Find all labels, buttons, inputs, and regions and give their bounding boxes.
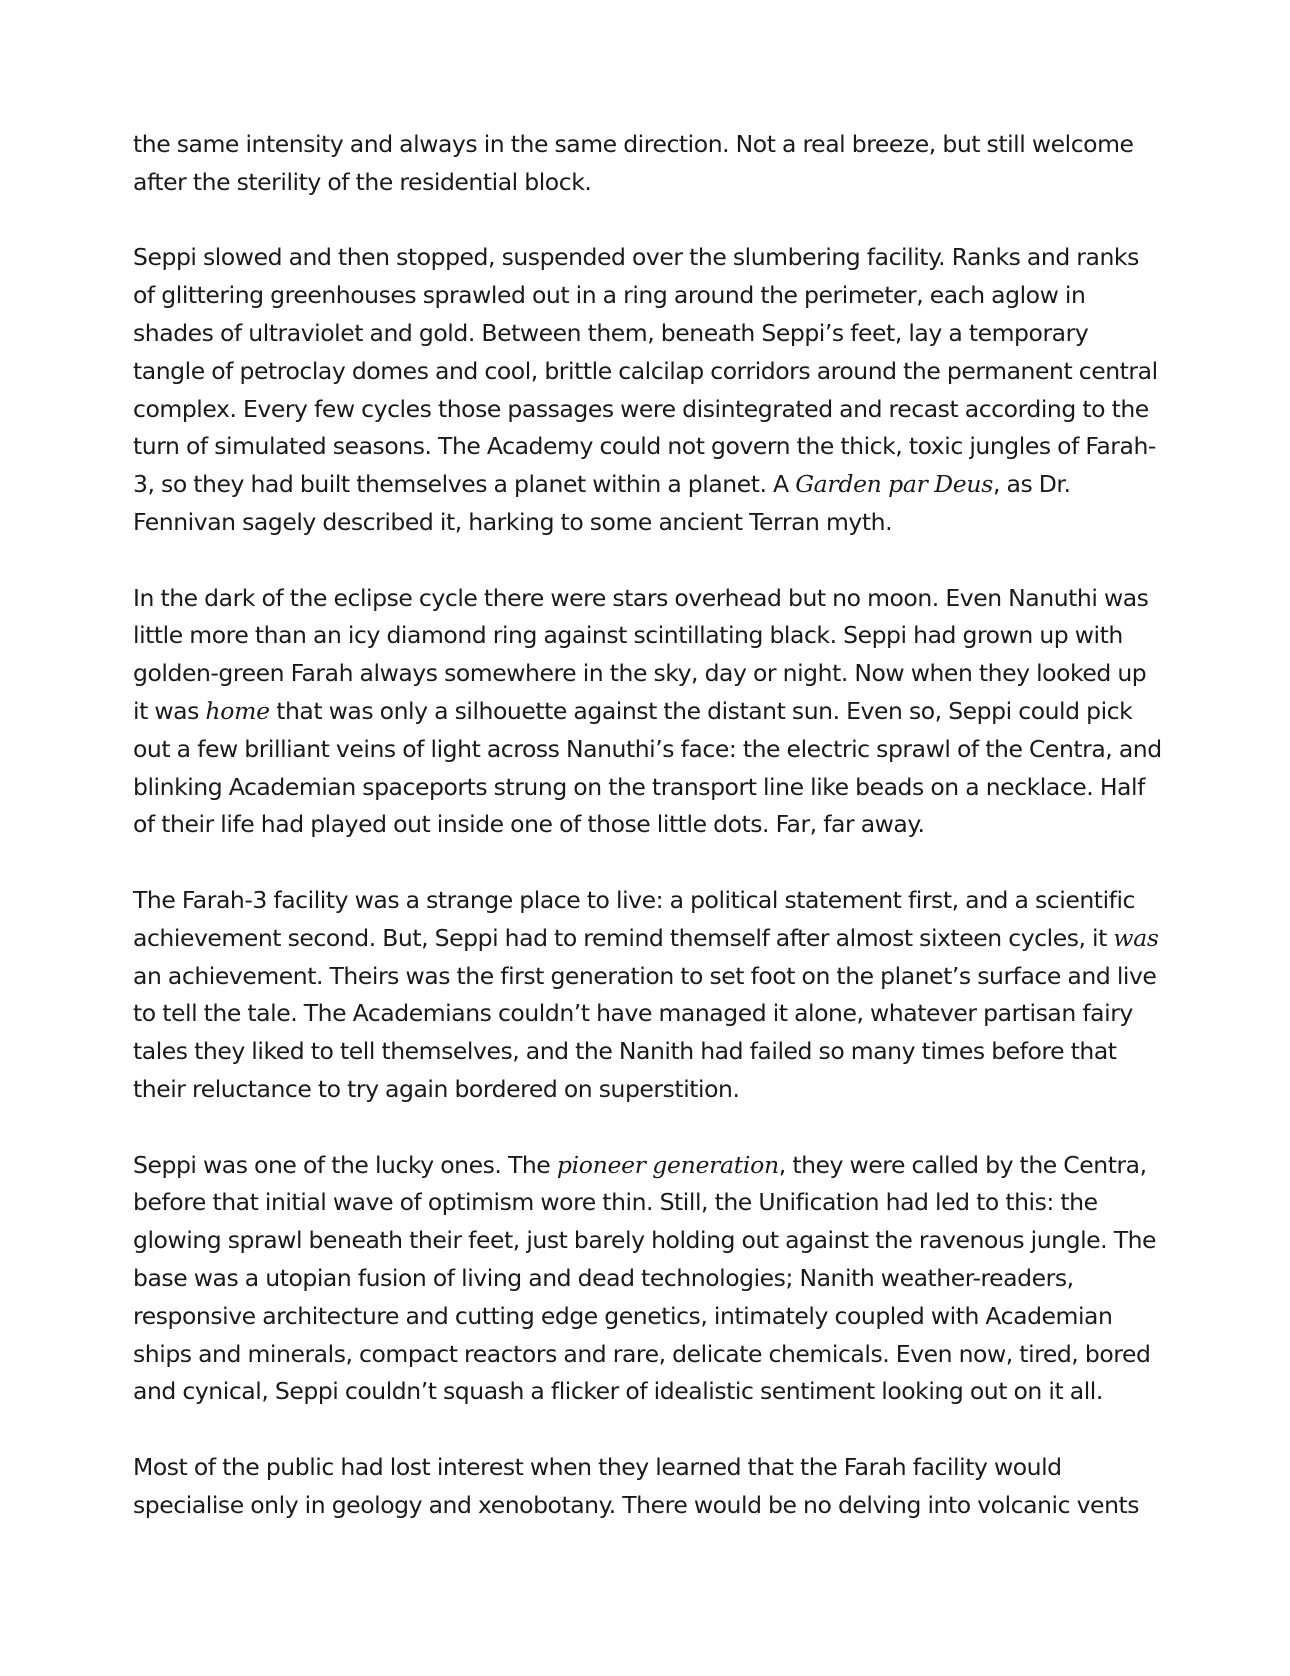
document-page — [133, 126, 1163, 1562]
paragraph-text: In the dark of the eclipse cycle there were stars overhead but no moon. Even Nanuthi was little more than an icy diamond ring against scintillating black. Seppi had grown up with golden-green Farah always somewhere in the sky, day or night. Now when they looked up it was — [133, 583, 1149, 725]
italic-text: was — [1113, 923, 1159, 952]
paragraph — [133, 882, 1163, 1109]
paragraph-text: an achievement. Theirs was the first generation to set foot on the planet’s surface and live to tell the tale. The Academians couldn’t have managed it alone, whatever partisan fairy tales they liked to tell themselves, and the Nanith had failed so many times before that their reluctance to try again bordered on superstition. — [133, 961, 1157, 1103]
paragraph-text: , they were called by the Centra, before that initial wave of optimism wore thin. Still, the Unification had led to this: the glowing sprawl beneath their feet, just barely holding out against the ravenous jungle. The base was a utopian fusion of living and dead technologies; Nanith weather-readers, responsive architecture and cutting edge genetics, intimately coupled with Academian ships and minerals, compact reactors and rare, delicate chemicals. Even now, tired, bored and cynical, Seppi couldn’t squash a flicker of idealistic sentiment looking out on it all. — [133, 1150, 1157, 1406]
paragraph — [133, 239, 1163, 541]
paragraph-text: Seppi was one of the lucky ones. The — [133, 1150, 557, 1179]
paragraph — [133, 1147, 1163, 1412]
italic-text: Garden par Deus — [795, 470, 993, 499]
paragraph-text: Most of the public had lost interest when they learned that the Farah facility would specialise only in geology and xenobotany. There would be no delving into volcanic vents — [133, 1452, 1140, 1519]
paragraph — [133, 580, 1163, 845]
paragraph — [133, 1449, 1163, 1525]
italic-text: pioneer generation — [556, 1150, 779, 1179]
paragraph-text: Seppi slowed and then stopped, suspended over the slumbering facility. Ranks and ranks of glittering greenhouses sprawled out in a ring around the perimeter, each aglow in shades of ultraviolet and gold. Between them, beneath Seppi’s feet, lay a temporary tangle of petroclay domes and cool, brittle calcilap corridors around the permanent central complex. Every few cycles those passages were disintegrated and recast according to the turn of simulated seasons. The Academy could not govern the thick, toxic jungles of Farah-3, so they had built themselves a planet within a planet. A — [133, 243, 1158, 499]
paragraph-text: that was only a silhouette against the distant sun. Even so, Seppi could pick out a few brilliant veins of light across Nanuthi’s face: the electric sprawl of the Centra, and blinking Academian spaceports strung on the transport line like beads on a necklace. Half of their life had played out inside one of those little dots. Far, far away. — [133, 696, 1162, 839]
italic-text: home — [205, 696, 270, 725]
paragraph-text: , as Dr. Fennivan sagely described it, harking to some ancient Terran myth. — [133, 470, 1071, 536]
paragraph-text: The Farah-3 facility was a strange place to live: a political statement first, and a scientific achievement second. But, Seppi had to remind themself after almost sixteen cycles, it — [133, 885, 1136, 952]
paragraph-text: the same intensity and always in the same direction. Not a real breeze, but still welcome after the sterility of the residential block. — [133, 130, 1134, 196]
paragraph — [133, 126, 1163, 202]
